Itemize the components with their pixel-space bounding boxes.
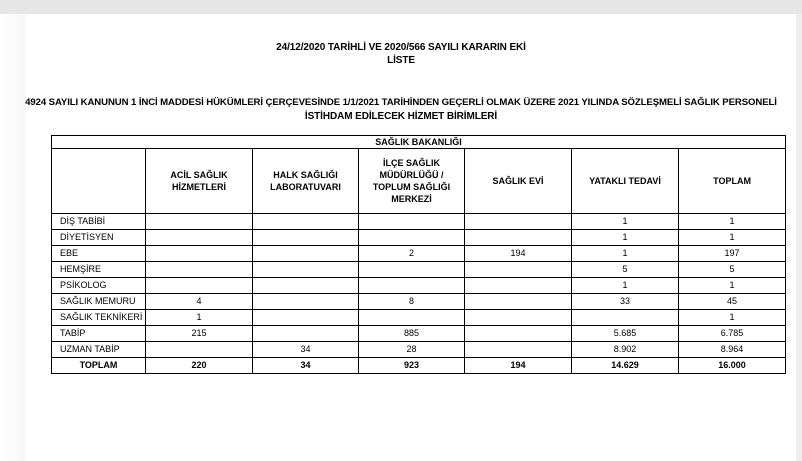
table-cell [146, 246, 253, 262]
table-cell [359, 262, 465, 278]
table-cell [146, 278, 253, 294]
column-header-blank [52, 149, 146, 214]
decision-annex-title: 24/12/2020 TARİHLİ VE 2020/566 SAYILI KARARIN EKİ [276, 42, 526, 53]
total-cell: 16.000 [679, 358, 786, 374]
table-cell [146, 342, 253, 358]
row-label: EBE [52, 246, 146, 262]
table-cell [465, 310, 572, 326]
table-cell [465, 342, 572, 358]
table-cell: 1 [146, 310, 253, 326]
table-cell [359, 310, 465, 326]
table-cell: 45 [679, 294, 786, 310]
table-cell [465, 214, 572, 230]
table-cell: 5.685 [572, 326, 679, 342]
table-cell [253, 278, 359, 294]
table-cell: 215 [146, 326, 253, 342]
row-label: TABİP [52, 326, 146, 342]
table-row [52, 342, 786, 358]
table-cell: 8.964 [679, 342, 786, 358]
total-cell: 34 [253, 358, 359, 374]
row-label: SAĞLIK MEMURU [52, 294, 146, 310]
table-cell: 197 [679, 246, 786, 262]
table-cell: 1 [679, 230, 786, 246]
total-cell: 194 [465, 358, 572, 374]
column-header-emergency: ACİL SAĞLIK HİZMETLERİ [146, 149, 253, 214]
table-cell [572, 310, 679, 326]
table-cell [359, 278, 465, 294]
table-cell: 8 [359, 294, 465, 310]
total-cell: 220 [146, 358, 253, 374]
table-cell [146, 214, 253, 230]
table-row [52, 214, 786, 230]
table-cell [253, 326, 359, 342]
table-cell: 28 [359, 342, 465, 358]
table-cell [465, 262, 572, 278]
table-cell: 8.902 [572, 342, 679, 358]
table-row [52, 262, 786, 278]
ministry-header: SAĞLIK BAKANLIĞI [52, 136, 786, 149]
total-row [52, 358, 786, 374]
row-label: SAĞLIK TEKNİKERİ [52, 310, 146, 326]
table-cell: 885 [359, 326, 465, 342]
total-cell: 14.629 [572, 358, 679, 374]
table-cell [465, 294, 572, 310]
top-bar [0, 0, 802, 14]
table-cell [465, 326, 572, 342]
table-cell [465, 278, 572, 294]
table-cell [253, 294, 359, 310]
table-cell [146, 230, 253, 246]
table-row [52, 326, 786, 342]
staff-table [51, 135, 786, 374]
table-body [52, 214, 786, 374]
table-row [52, 246, 786, 262]
table-cell: 1 [679, 310, 786, 326]
column-header-public-health-lab: HALK SAĞLIĞI LABORATUVARI [253, 149, 359, 214]
table-cell: 6.785 [679, 326, 786, 342]
table-cell [465, 230, 572, 246]
total-label: TOPLAM [52, 358, 146, 374]
table-cell: 33 [572, 294, 679, 310]
list-title: LİSTE [387, 55, 415, 66]
table-cell [146, 262, 253, 278]
table-cell: 1 [572, 230, 679, 246]
scan-margin-right [796, 14, 802, 461]
table-cell [253, 230, 359, 246]
table-cell [359, 214, 465, 230]
column-header-inpatient: YATAKLI TEDAVİ [572, 149, 679, 214]
table-cell [253, 246, 359, 262]
service-units-title: İSTİHDAM EDİLECEK HİZMET BİRİMLERİ [304, 111, 498, 122]
law-description: 4924 SAYILI KANUNUN 1 İNCİ MADDESİ HÜKÜMLERİ ÇERÇEVESİNDE 1/1/2021 TARİHİNDEN GEÇERLİ OLMAK ÜZERE 2021 YILINDA SÖZLEŞMELİ SAĞLIK PERSONELİ [25, 97, 777, 108]
row-label: HEMŞİRE [52, 262, 146, 278]
table-row [52, 294, 786, 310]
table-cell [359, 230, 465, 246]
table-row [52, 278, 786, 294]
table-cell: 4 [146, 294, 253, 310]
table-cell: 34 [253, 342, 359, 358]
table-cell [253, 214, 359, 230]
table-cell: 2 [359, 246, 465, 262]
scan-margin-left [0, 14, 26, 461]
table-cell: 5 [679, 262, 786, 278]
table-cell: 1 [572, 214, 679, 230]
column-header-district-health: İLÇE SAĞLIK MÜDÜRLÜĞÜ / TOPLUM SAĞLIĞI MERKEZİ [359, 149, 465, 214]
table-cell: 194 [465, 246, 572, 262]
table-cell [253, 262, 359, 278]
table-cell: 1 [679, 214, 786, 230]
table-cell: 1 [679, 278, 786, 294]
row-label: PSİKOLOG [52, 278, 146, 294]
table-row [52, 310, 786, 326]
table-row [52, 230, 786, 246]
row-label: DİŞ TABİBİ [52, 214, 146, 230]
table-cell: 5 [572, 262, 679, 278]
column-header-health-house: SAĞLIK EVİ [465, 149, 572, 214]
table-cell: 1 [572, 246, 679, 262]
table-cell: 1 [572, 278, 679, 294]
total-cell: 923 [359, 358, 465, 374]
table-cell [253, 310, 359, 326]
row-label: UZMAN TABİP [52, 342, 146, 358]
column-header-total: TOPLAM [679, 149, 786, 214]
row-label: DİYETİSYEN [52, 230, 146, 246]
